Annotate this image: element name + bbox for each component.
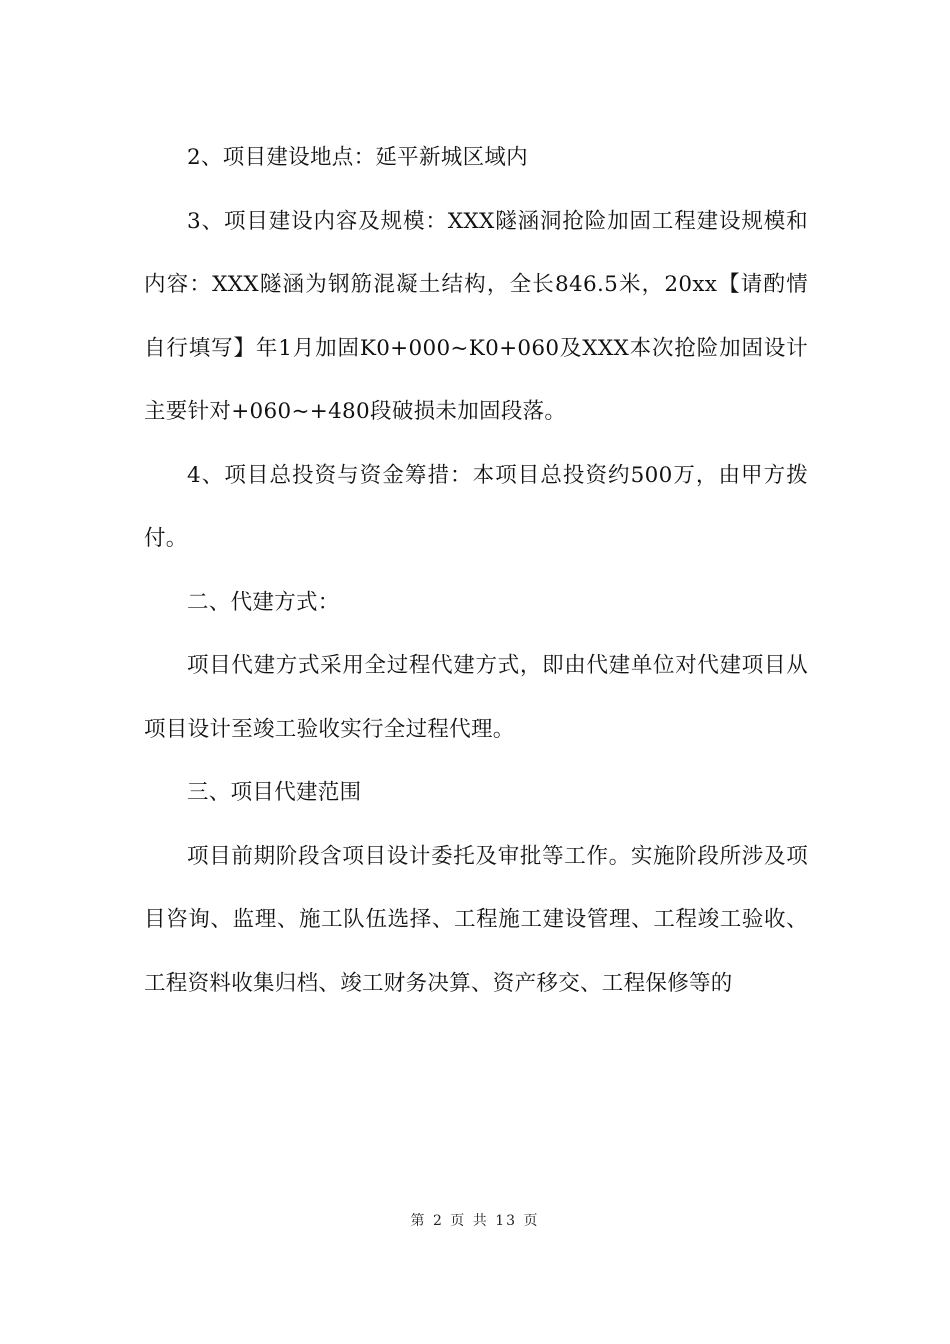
page-footer bbox=[0, 1210, 950, 1230]
paragraph-agency-scope: 项目前期阶段含项目设计委托及审批等工作。实施阶段所涉及项目咨询、监理、施工队伍选择、工程施工建设管理、工程竣工验收、工程资料收集归档、竣工财务决算、资产移交、工程保修等的 bbox=[144, 843, 808, 996]
paragraph-construction-scope: 3、项目建设内容及规模：XXX隧涵洞抢险加固工程建设规模和内容：XXX隧涵为钢筋混凝土结构，全长846.5米，20xx【请酌情自行填写】年1月加固K0+000~K0+060及XXX本次抢险加固设计主要针对+060~+480段破损未加固段落。 bbox=[144, 208, 808, 424]
page-number-label: 第 2 页 共 13 页 bbox=[410, 1213, 540, 1229]
section-heading-agency-mode: 二、代建方式： bbox=[187, 589, 340, 615]
paragraph-investment: 4、项目总投资与资金筹措：本项目总投资约500万，由甲方拨付。 bbox=[144, 462, 808, 551]
section-heading-agency-scope: 三、项目代建范围 bbox=[187, 780, 362, 805]
paragraph-construction-location: 2、项目建设地点：延平新城区域内 bbox=[187, 145, 528, 170]
paragraph-agency-mode: 项目代建方式采用全过程代建方式，即由代建单位对代建项目从项目设计至竣工验收实行全过程代理。 bbox=[144, 653, 808, 742]
document-body bbox=[144, 126, 808, 1015]
